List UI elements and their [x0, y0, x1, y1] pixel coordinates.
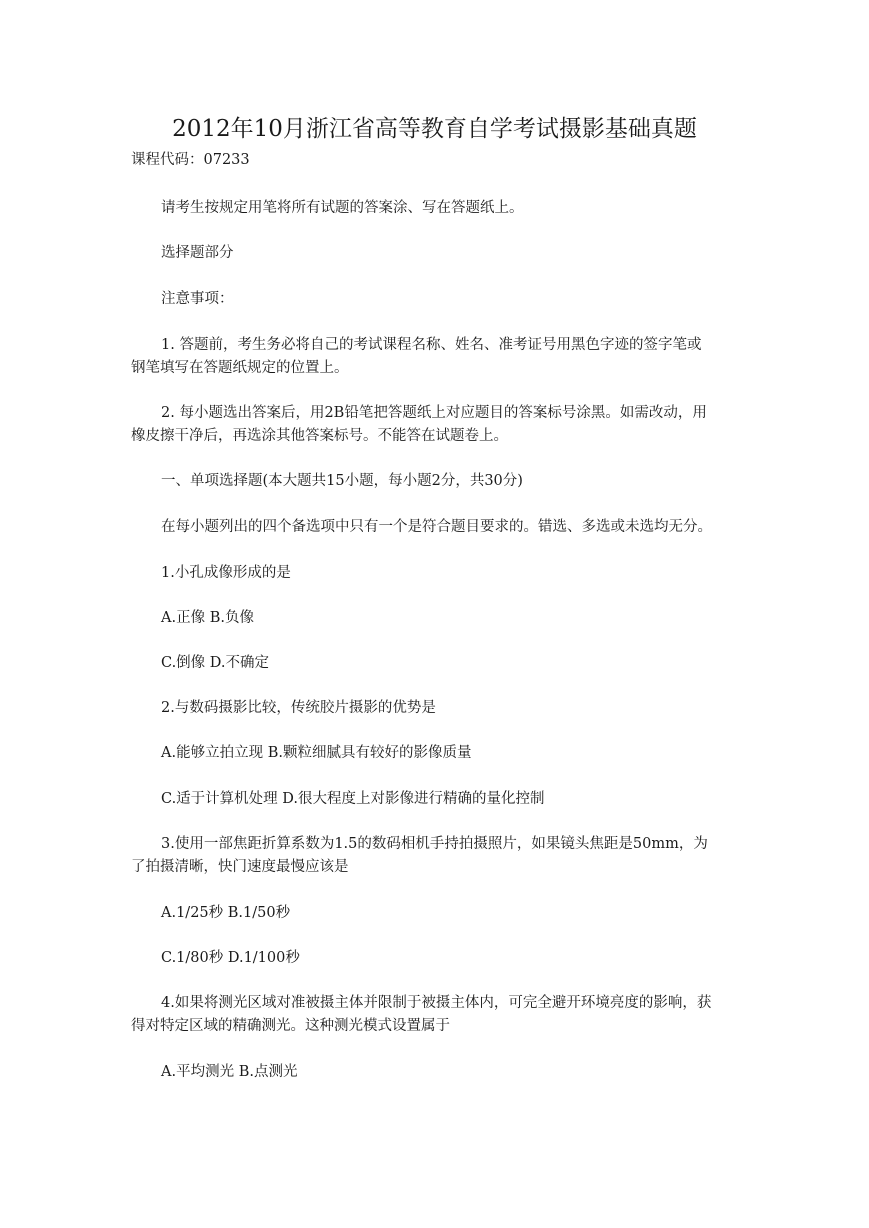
- question-3-options-cd: C.1/80秒 D.1/100秒: [161, 950, 300, 966]
- question-1-options-ab: A.正像 B.负像: [161, 610, 254, 626]
- notes-heading: 注意事项：: [161, 291, 234, 307]
- note-1-line-1: 1. 答题前，考生务必将自己的考试课程名称、姓名、准考证号用黑色字迹的签字笔或: [161, 337, 702, 353]
- instruction-text: 请考生按规定用笔将所有试题的答案涂、写在答题纸上。: [161, 200, 524, 216]
- question-3-options-ab: A.1/25秒 B.1/50秒: [161, 905, 291, 921]
- question-4-line-1: 4.如果将测光区域对准被摄主体并限制于被摄主体内，可完全避开环境亮度的影响，获: [161, 995, 712, 1011]
- question-4-options-ab: A.平均测光 B.点测光: [161, 1064, 298, 1080]
- note-1-line-2: 钢笔填写在答题纸规定的位置上。: [131, 360, 349, 376]
- question-3-line-1: 3.使用一部焦距折算系数为1.5的数码相机手持拍摄照片，如果镜头焦距是50mm，为: [161, 836, 708, 852]
- note-2-line-1: 2. 每小题选出答案后，用2B铅笔把答题纸上对应题目的答案标号涂黑。如需改动，用: [161, 405, 707, 421]
- question-2-options-cd: C.适于计算机处理 D.很大程度上对影像进行精确的量化控制: [161, 791, 545, 807]
- question-1-options-cd: C.倒像 D.不确定: [161, 655, 270, 671]
- question-2: 2.与数码摄影比较，传统胶片摄影的优势是: [161, 700, 436, 716]
- part-title: 选择题部分: [161, 245, 234, 261]
- page-title: 2012年10月浙江省高等教育自学考试摄影基础真题: [172, 116, 697, 142]
- section-1-heading: 一、单项选择题(本大题共15小题，每小题2分，共30分): [161, 473, 523, 489]
- note-2-line-2: 橡皮擦干净后，再选涂其他答案标号。不能答在试题卷上。: [131, 428, 508, 444]
- question-3-line-2: 了拍摄清晰，快门速度最慢应该是: [131, 859, 349, 875]
- section-1-instruction: 在每小题列出的四个备选项中只有一个是符合题目要求的。错选、多选或未选均无分。: [161, 519, 712, 535]
- course-code: 课程代码：07233: [131, 152, 250, 168]
- question-4-line-2: 得对特定区域的精确测光。这种测光模式设置属于: [131, 1018, 450, 1034]
- question-2-options-ab: A.能够立拍立现 B.颗粒细腻具有较好的影像质量: [161, 745, 472, 761]
- question-1: 1.小孔成像形成的是: [161, 565, 291, 581]
